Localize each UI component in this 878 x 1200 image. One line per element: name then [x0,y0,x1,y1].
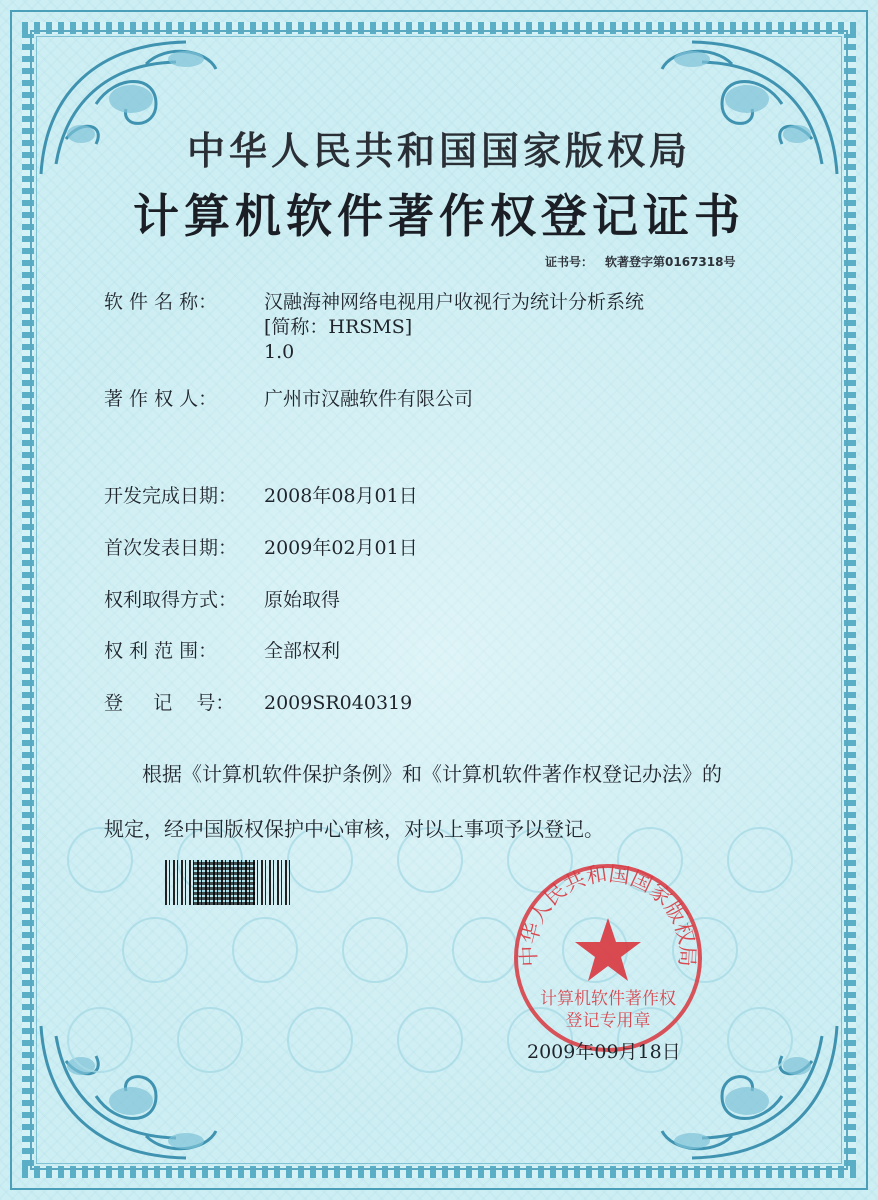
software-name-label: 软 件 名 称： [104,291,218,313]
scope-value: 全部权利 [264,640,341,662]
issuing-authority-title: 中华人民共和国国家版权局 [186,128,691,173]
scope-row [104,639,341,663]
owner-label: 著 作 权 人： [104,388,218,410]
software-name-value [264,290,644,365]
software-version-line: 1.0 [264,341,295,363]
software-name-row [104,290,645,363]
owner-value: 广州市汉融软件有限公司 [264,388,474,410]
registration-number-row [104,691,413,715]
publish-date-value: 2009年02月01日 [264,537,418,559]
dev-date-label: 开发完成日期： [104,485,238,507]
software-short-name-line: [简称：HRSMS] [264,316,413,338]
seal-line-1: 计算机软件著作权 [540,989,676,1009]
software-name-line: 汉融海神网络电视用户收视行为统计分析系统 [264,291,645,313]
certificate-number [545,253,735,270]
acquire-label: 权利取得方式： [104,589,238,611]
official-seal [508,858,708,1058]
certificate-number-label: 证书号： [545,255,594,269]
owner-row [104,387,474,411]
barcode [165,860,290,905]
publish-date-row [104,536,418,560]
barcode-center-block [193,860,255,905]
seal-star-icon [575,918,641,981]
seal-line-2: 登记专用章 [565,1011,651,1031]
issue-date: 2009年09月18日 [527,1041,681,1063]
acquire-row [104,588,341,612]
registration-number-label: 登 记 号： [104,692,235,714]
publish-date-label: 首次发表日期： [104,537,238,559]
certificate-title: 计算机软件著作权登记证书 [133,189,745,243]
scope-label: 权 利 范 围： [104,640,218,662]
registration-number-value: 2009SR040319 [264,692,413,714]
statement-line-1: 根据《计算机软件保护条例》和《计算机软件著作权登记办法》的 [142,762,722,786]
statement-line-2: 规定，经中国版权保护中心审核，对以上事项予以登记。 [104,817,604,841]
acquire-value: 原始取得 [264,589,341,611]
seal-ring-text: 中华人民共和国国家版权局 [516,861,700,968]
dev-date-value: 2008年08月01日 [264,485,418,507]
certificate-number-value: 软著登字第0167318号 [605,255,736,269]
dev-date-row [104,484,418,508]
